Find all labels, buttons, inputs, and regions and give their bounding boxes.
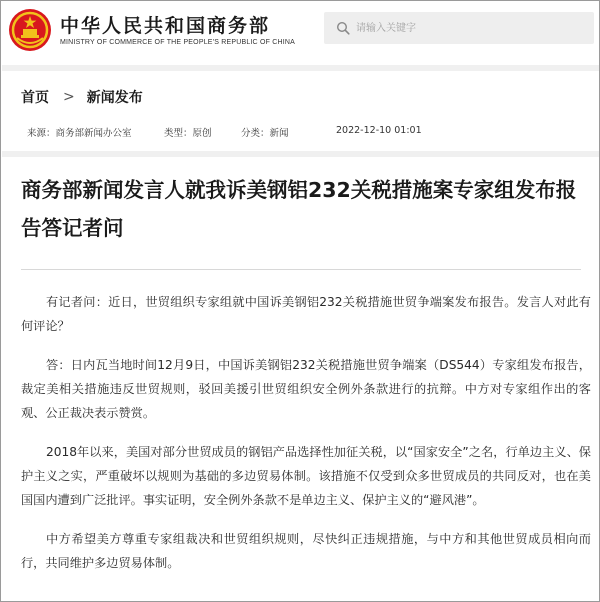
article-paragraph: 答：日内瓦当地时间12月9日，中国诉美钢铝232关税措施世贸争端案（DS544）专家组发布报告，裁定美相关措施违反世贸规则，驳回美援引世贸组织安全例外条款进行的抗辩。中方对专家组作出的客观、公正裁决表示赞赏。 <box>21 358 591 420</box>
header-divider <box>2 65 600 71</box>
article-title: 商务部新闻发言人就我诉美钢铝232关税措施案专家组发布报告答记者问 <box>21 178 577 240</box>
meta-date: 2022-12-10 01:01 <box>336 125 422 136</box>
search-input[interactable] <box>356 12 586 44</box>
meta-category: 分类：新闻 <box>241 128 289 139</box>
article-paragraph: 有记者问：近日，世贸组织专家组就中国诉美钢铝232关税措施世贸争端案发布报告。发言人对此有何评论？ <box>21 295 591 333</box>
site-title-cn[interactable]: 中华人民共和国商务部 <box>60 15 271 37</box>
breadcrumb-home-link[interactable]: 首页 <box>21 90 49 106</box>
article-meta <box>27 125 422 139</box>
meta-divider <box>2 151 600 157</box>
article-body <box>21 290 591 590</box>
national-emblem-icon[interactable] <box>8 8 52 52</box>
site-header <box>2 2 600 62</box>
article-paragraph: 2018年以来，美国对部分世贸成员的钢铝产品选择性加征关税，以“国家安全”之名，行单边主义、保护主义之实，严重破坏以规则为基础的多边贸易体制。该措施不仅受到众多世贸成员的共同反对，也在美国国内遭到广泛批评。事实证明，安全例外条款不是单边主义、保护主义的“避风港”。 <box>21 445 591 507</box>
meta-source: 来源：商务部新闻办公室 <box>27 128 132 139</box>
article-paragraph: 中方希望美方尊重专家组裁决和世贸组织规则，尽快纠正违规措施，与中方和其他世贸成员相向而行，共同维护多边贸易体制。 <box>21 532 591 570</box>
site-title-en: MINISTRY OF COMMERCE OF THE PEOPLE'S REPUBLIC OF CHINA <box>60 39 296 46</box>
breadcrumb-separator: > <box>63 89 75 105</box>
search-icon[interactable] <box>336 21 350 35</box>
search-box[interactable] <box>324 12 594 44</box>
meta-type: 类型：原创 <box>164 128 212 139</box>
breadcrumb-current-link[interactable]: 新闻发布 <box>86 90 143 106</box>
breadcrumb <box>21 87 143 107</box>
title-rule <box>21 269 581 270</box>
